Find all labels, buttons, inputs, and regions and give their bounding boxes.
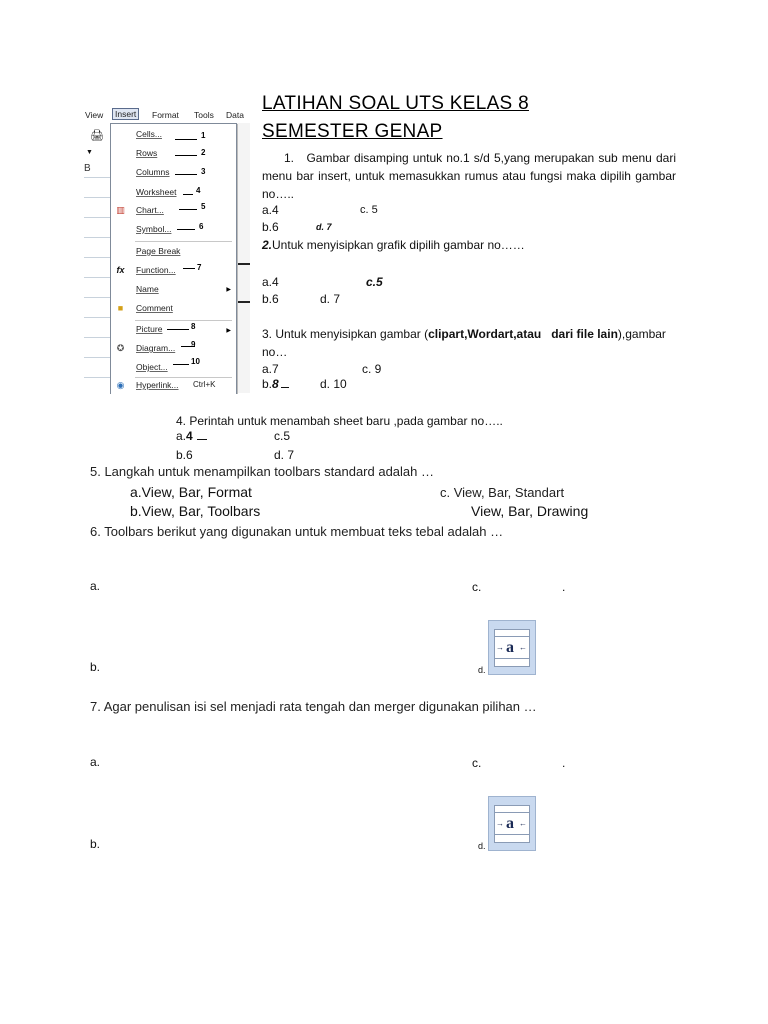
grid-line xyxy=(84,197,112,198)
item-number: 1 xyxy=(201,131,206,140)
grid-line xyxy=(84,337,112,338)
menu-item-page-break[interactable]: Page Break xyxy=(136,246,181,256)
q1-text: Gambar disamping untuk no.1 s/d 5,yang merupakan sub menu dari menu bar insert, untuk memasukkan rumus atau fungsi maka dipilih gambar no….. xyxy=(262,151,676,201)
grid-line xyxy=(84,317,112,318)
icon-letter: a xyxy=(506,639,514,656)
grid-line xyxy=(84,297,112,298)
q6-dot: . xyxy=(562,580,566,594)
grid-line xyxy=(84,237,112,238)
item-number: 5 xyxy=(201,202,206,211)
menu-item-rows[interactable]: Rows xyxy=(136,148,158,158)
diagram-icon: ✪ xyxy=(116,343,125,353)
q4-option-c: c.5 xyxy=(274,429,291,443)
pointer-line xyxy=(183,194,193,195)
menu-tools[interactable]: Tools xyxy=(194,110,214,120)
item-number: 3 xyxy=(201,167,206,176)
icon-line xyxy=(495,834,529,835)
insert-dropdown xyxy=(110,123,237,394)
icon-cell xyxy=(494,805,530,843)
menu-item-comment[interactable]: Comment xyxy=(136,303,173,313)
grid-line xyxy=(84,357,112,358)
item-number: 2 xyxy=(201,148,206,157)
q7-option-d: d. xyxy=(478,841,486,851)
question-2 xyxy=(262,238,525,252)
q3-option-a: a.7 xyxy=(262,362,279,376)
q2-text: Untuk menyisipkan grafik dipilih gambar no…… xyxy=(272,238,525,252)
q3-option-c: c. 9 xyxy=(362,362,382,376)
menu-item-function[interactable]: Function... xyxy=(136,265,176,275)
pointer-line xyxy=(179,209,197,210)
dropdown-arrow-icon: ▼ xyxy=(86,149,93,156)
q4-a-bold: 4 xyxy=(186,429,193,443)
icon-cell xyxy=(494,629,530,667)
item-number: 7 xyxy=(197,263,202,272)
question-7: 7. Agar penulisan isi sel menjadi rata tengah dan merger digunakan pilihan … xyxy=(90,699,537,714)
q5-option-d: View, Bar, Drawing xyxy=(471,503,589,519)
q4-option-a xyxy=(176,429,207,443)
q2-option-b: b.6 xyxy=(262,292,279,306)
grid-line xyxy=(84,217,112,218)
menu-item-columns[interactable]: Columns xyxy=(136,167,170,177)
q7-option-b: b. xyxy=(90,837,101,851)
hyperlink-icon: ◉ xyxy=(116,380,125,390)
icon-line xyxy=(495,658,529,659)
merge-center-icon xyxy=(488,796,536,851)
pointer-line xyxy=(173,364,189,365)
grid-line xyxy=(84,377,112,378)
q5-option-b: b.View, Bar, Toolbars xyxy=(130,503,261,519)
q7-option-a: a. xyxy=(90,755,101,769)
menu-item-symbol[interactable]: Symbol... xyxy=(136,224,172,234)
menu-item-hyperlink[interactable]: Hyperlink... xyxy=(136,380,179,390)
menu-separator xyxy=(135,377,232,378)
q3-bold: clipart,Wordart,atau dari file lain xyxy=(428,327,618,341)
column-header-b: B xyxy=(84,163,91,174)
q6-option-d: d. xyxy=(478,665,486,675)
q1-option-b: b.6 xyxy=(262,220,279,234)
q6-option-c: c. xyxy=(472,580,482,594)
menu-bar xyxy=(84,109,250,123)
q1-option-a: a.4 xyxy=(262,203,279,217)
q3-option-d: d. 10 xyxy=(320,377,347,391)
function-icon: fx xyxy=(116,265,125,275)
q2-option-c: c.5 xyxy=(366,275,383,289)
q7-dot: . xyxy=(562,756,566,770)
submenu-arrow-icon: ▶ xyxy=(226,328,231,334)
q6-option-b: b. xyxy=(90,660,101,674)
pointer-line xyxy=(175,155,197,156)
menu-separator xyxy=(135,241,232,242)
question-3 xyxy=(262,327,666,341)
menu-item-cells[interactable]: Cells... xyxy=(136,129,162,139)
item-number: 9 xyxy=(191,340,196,349)
q4-option-b: b.6 xyxy=(176,448,193,462)
q4-a-prefix: a. xyxy=(176,429,187,443)
q3-suffix: ),gambar xyxy=(617,327,666,341)
arrow-left-icon: ← xyxy=(519,819,527,828)
q3-line2: no… xyxy=(262,345,288,359)
q3-b-prefix: b. xyxy=(262,377,273,391)
icon-line xyxy=(495,636,529,637)
menu-view[interactable]: View xyxy=(85,110,104,120)
menu-item-name[interactable]: Name xyxy=(136,284,159,294)
q1-number: 1. xyxy=(284,151,295,165)
q6-option-a: a. xyxy=(90,579,101,593)
menu-item-worksheet[interactable]: Worksheet xyxy=(136,187,177,197)
q5-option-a: a.View, Bar, Format xyxy=(130,484,252,500)
chart-icon: ▥ xyxy=(116,205,125,215)
question-5: 5. Langkah untuk menampilkan toolbars standard adalah … xyxy=(90,464,434,479)
q3-option-b xyxy=(262,377,289,391)
page-subtitle: SEMESTER GENAP xyxy=(262,121,443,142)
arrow-right-icon: → xyxy=(496,819,504,828)
q7-option-c: c. xyxy=(472,756,482,770)
shortcut-label: Ctrl+K xyxy=(193,380,216,389)
comment-icon: ■ xyxy=(117,303,124,313)
menu-item-object[interactable]: Object... xyxy=(136,362,168,372)
menu-item-diagram[interactable]: Diagram... xyxy=(136,343,176,353)
submenu-arrow-icon: ▶ xyxy=(226,287,231,293)
item-number: 10 xyxy=(191,357,200,366)
item-number: 4 xyxy=(196,186,201,195)
divider xyxy=(238,263,250,265)
arrow-right-icon: → xyxy=(496,643,504,652)
q4-option-d: d. 7 xyxy=(274,448,295,462)
q1-option-c: c. 5 xyxy=(360,204,378,216)
icon-letter: a xyxy=(506,815,514,832)
question-6: 6. Toolbars berikut yang digunakan untuk membuat teks tebal adalah … xyxy=(90,524,504,539)
divider xyxy=(238,301,250,303)
q2-option-a: a.4 xyxy=(262,275,279,289)
q3-b-bold: 8 xyxy=(272,377,279,391)
grid-line xyxy=(84,177,112,178)
icon-line xyxy=(495,812,529,813)
pointer-line xyxy=(167,329,189,330)
pointer-line xyxy=(183,268,195,269)
question-1 xyxy=(262,149,676,203)
menu-item-chart[interactable]: Chart... xyxy=(136,205,164,215)
merge-center-icon xyxy=(488,620,536,675)
q2-option-d: d. 7 xyxy=(320,292,341,306)
pointer-line xyxy=(177,229,195,230)
q3-prefix: 3. Untuk menyisipkan gambar ( xyxy=(262,327,429,341)
q2-number: 2. xyxy=(262,238,273,252)
arrow-left-icon: ← xyxy=(519,643,527,652)
menu-insert[interactable]: Insert xyxy=(112,108,139,120)
pointer-line xyxy=(175,174,197,175)
item-number: 6 xyxy=(199,222,204,231)
menu-format[interactable]: Format xyxy=(152,110,179,120)
sheet-edge xyxy=(236,123,250,393)
q5-option-c: c. View, Bar, Standart xyxy=(440,485,565,500)
menu-data[interactable]: Data xyxy=(226,110,244,120)
grid-line xyxy=(84,277,112,278)
menu-item-picture[interactable]: Picture xyxy=(136,324,163,334)
q1-option-d: d. 7 xyxy=(316,222,332,232)
insert-menu-screenshot xyxy=(84,107,250,394)
grid-line xyxy=(84,257,112,258)
question-4: 4. Perintah untuk menambah sheet baru ,pada gambar no….. xyxy=(176,414,503,428)
printer-icon: 🖨 xyxy=(90,130,104,142)
pointer-line xyxy=(175,139,197,140)
item-number: 8 xyxy=(191,322,196,331)
menu-separator xyxy=(135,320,232,321)
page-title: LATIHAN SOAL UTS KELAS 8 xyxy=(262,93,529,114)
